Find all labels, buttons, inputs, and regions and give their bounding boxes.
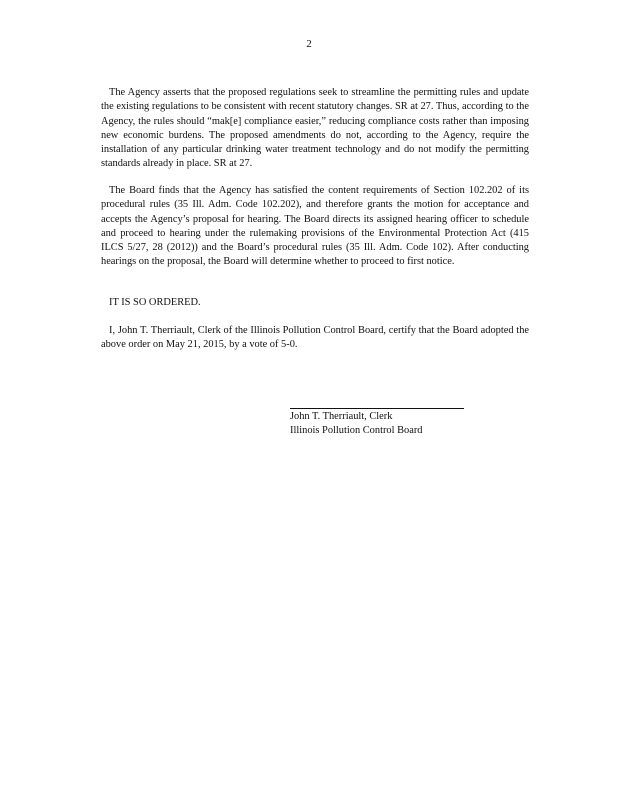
- signature-line: [290, 408, 464, 409]
- paragraph-board-finding: The Board finds that the Agency has satisfied the content requirements of Section 102.202 of its procedural rules (35 Ill. Adm. Code 102.202), and therefore grants the motion for acceptance and accepts the Agency’s proposal for hearing. The Board directs its assigned hearing officer to schedule and proceed to hearing under the rulemaking provisions of the Environmental Protection Act (415 ILCS 5/27, 28 (2012)) and the Board’s procedural rules (35 Ill. Adm. Code 102). After conducting hearings on the proposal, the Board will determine whether to proceed to first notice.: [101, 185, 529, 268]
- signature-name: John T. Therriault, Clerk: [290, 411, 393, 422]
- signature-organization: Illinois Pollution Control Board: [290, 425, 423, 437]
- paragraph-certification: I, John T. Therriault, Clerk of the Illinois Pollution Control Board, certify that the Board adopted the above order on May 21, 2015, by a vote of 5-0.: [101, 325, 529, 351]
- page-number: 2: [306, 38, 312, 50]
- paragraph-order: IT IS SO ORDERED.: [109, 297, 201, 308]
- paragraph-agency-assertion: The Agency asserts that the proposed regulations seek to streamline the permitting rules and update the existing regulations to be consistent with recent statutory changes. SR at 27. Thus, according to the Agency, the rules should “mak[e] compliance easier,” reducing compliance costs rather than imposing new economic burdens. The proposed amendments do not, according to the Agency, require the installation of any particular drinking water treatment technology and do not modify the permitting standards already in place. SR at 27.: [101, 87, 529, 170]
- signature-block: [290, 410, 423, 439]
